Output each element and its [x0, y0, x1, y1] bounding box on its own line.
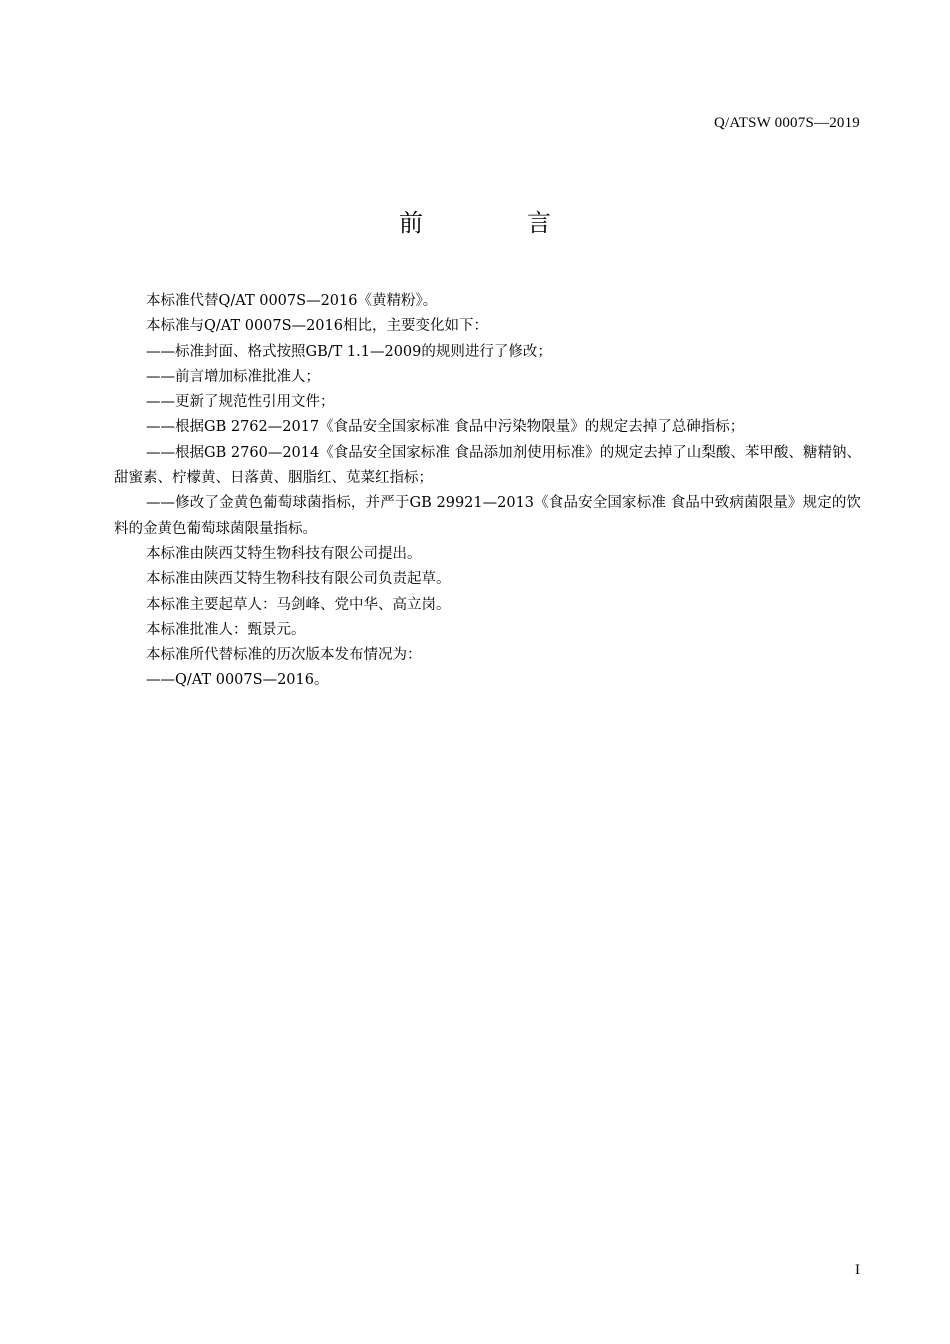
- paragraph-drafters: 本标准主要起草人：马剑峰、党中华、高立岗。: [146, 596, 451, 613]
- paragraph-drafting-unit: 本标准由陕西艾特生物科技有限公司负责起草。: [146, 571, 451, 588]
- page-title: 前 言: [399, 209, 591, 237]
- paragraph-change-staphylococcus: ——修改了金黄色葡萄球菌指标，并严于GB 29921—2013《食品安全国家标准 食品中致病菌限量》规定的饮料的金黄色葡萄球菌限量指标。: [114, 495, 861, 537]
- paragraph-change-arsenic: ——根据GB 2762—2017《食品安全国家标准 食品中污染物限量》的规定去掉了总砷指标；: [146, 419, 745, 436]
- paragraph-history-intro: 本标准所代替标准的历次版本发布情况为：: [146, 647, 422, 664]
- paragraph-change-approver: ——前言增加标准批准人；: [146, 368, 320, 385]
- paragraph-replaces: 本标准代替Q/AT 0007S—2016《黄精粉》。: [146, 293, 438, 309]
- standard-code: Q/ATSW 0007S—2019: [713, 115, 860, 131]
- paragraph-change-additives: ——根据GB 2760—2014《食品安全国家标准 食品添加剂使用标准》的规定去掉了山梨酸、苯甲酸、糖精钠、甜蜜素、柠檬黄、日落黄、胭脂红、苋菜红指标；: [114, 444, 861, 487]
- foreword-body: [114, 289, 861, 694]
- paragraph-changes-intro: 本标准与Q/AT 0007S—2016相比，主要变化如下：: [146, 318, 488, 335]
- paragraph-approver: 本标准批准人：甄景元。: [146, 621, 306, 638]
- paragraph-change-format: ——标准封面、格式按照GB/T 1.1—2009的规则进行了修改；: [146, 343, 552, 360]
- paragraph-proposer: 本标准由陕西艾特生物科技有限公司提出。: [146, 545, 422, 562]
- page-number: I: [855, 1262, 860, 1278]
- paragraph-change-references: ——更新了规范性引用文件；: [146, 394, 335, 411]
- paragraph-history-item: ——Q/AT 0007S—2016。: [146, 672, 329, 689]
